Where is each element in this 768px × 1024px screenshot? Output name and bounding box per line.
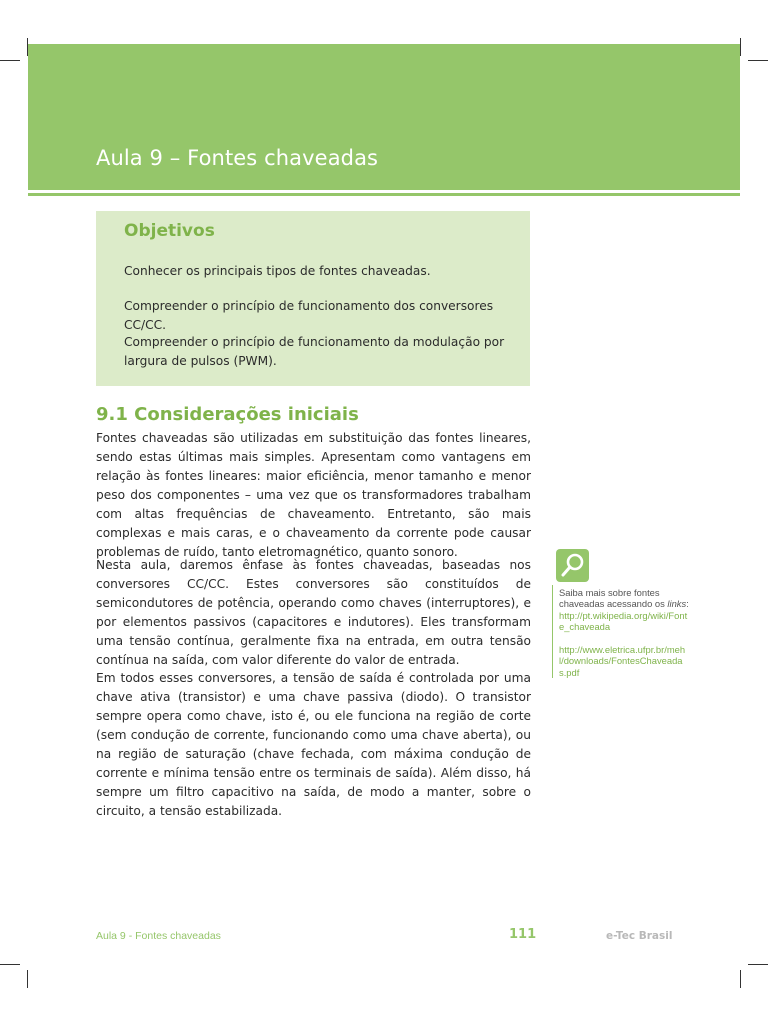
- objectives-box: [96, 211, 530, 386]
- sidebar-link[interactable]: http://pt.wikipedia.org/wiki/Fonte_chaveada: [559, 609, 688, 633]
- sidebar-link[interactable]: http://www.eletrica.ufpr.br/mehl/downloads/FontesChaveadas.pdf: [559, 644, 686, 678]
- sidebar-text: Saiba mais sobre fontes chaveadas acessando os: [559, 587, 668, 610]
- crop-mark: [748, 964, 768, 965]
- crop-mark: [27, 970, 28, 988]
- body-paragraph: Nesta aula, daremos ênfase às fontes chaveadas, baseadas nos conversores CC/CC. Estes conversores são constituídos de semicondutores de potência, operando como chaves (interruptores), e por elementos passivos (capacitores e indutores). Eles transformam uma tensão contínua, geralmente fixa na entrada, em outra tensão contínua na saída, com valor diferente do valor de entrada.: [96, 558, 531, 667]
- crop-mark: [740, 970, 741, 988]
- page-number: 111: [509, 927, 537, 942]
- header-divider: [28, 193, 740, 196]
- crop-mark: [0, 964, 20, 965]
- magnifier-icon: [556, 549, 589, 582]
- section-title: 9.1 Considerações iniciais: [96, 404, 359, 425]
- body-paragraph: Em todos esses conversores, a tensão de saída é controlada por uma chave ativa (transistor) e uma chave passiva (diodo). O transistor sempre opera como chave, isto é, ou ele funciona na região de corte (sem condução de corrente, funcionando como uma chave aberta), ou na região de saturação (chave fechada, com máxima condução de corrente e mínima tensão entre os terminais de saída). Além disso, há sempre um filtro capacitivo na saída, de modo a manter, sobre o circuito, a tensão estabilizada.: [96, 671, 531, 818]
- crop-mark: [748, 60, 768, 61]
- objective-item: Compreender o princípio de funcionamento da modulação por largura de pulsos (PWM).: [124, 335, 505, 368]
- footer-chapter: Aula 9 - Fontes chaveadas: [96, 930, 221, 942]
- crop-mark: [740, 38, 741, 56]
- objectives-title: Objetivos: [124, 221, 215, 241]
- objective-item: Conhecer os principais tipos de fontes chaveadas.: [124, 264, 431, 278]
- sidebar-rule: [552, 585, 553, 678]
- sidebar-note: [559, 644, 689, 678]
- crop-mark: [0, 60, 20, 61]
- sidebar-text: :: [686, 598, 689, 610]
- objective-item: Compreender o princípio de funcionamento dos conversores CC/CC.: [124, 299, 494, 332]
- body-paragraph: Fontes chaveadas são utilizadas em substituição das fontes lineares, sendo estas últimas mais simples. Apresentam como vantagens em relação às fontes lineares: maior eficiência, menor tamanho e menor peso dos componentes – uma vez que os transformadores trabalham com altas frequências de chaveamento. Entretanto, são mais complexas e mais caras, e o chaveamento da corrente pode causar problemas de ruído, tanto eletromagnético, quanto sonoro.: [96, 431, 531, 559]
- chapter-title: Aula 9 – Fontes chaveadas: [96, 146, 379, 170]
- footer-brand: e-Tec Brasil: [606, 930, 673, 942]
- sidebar-text-em: links: [667, 598, 687, 610]
- sidebar-note: [559, 587, 689, 633]
